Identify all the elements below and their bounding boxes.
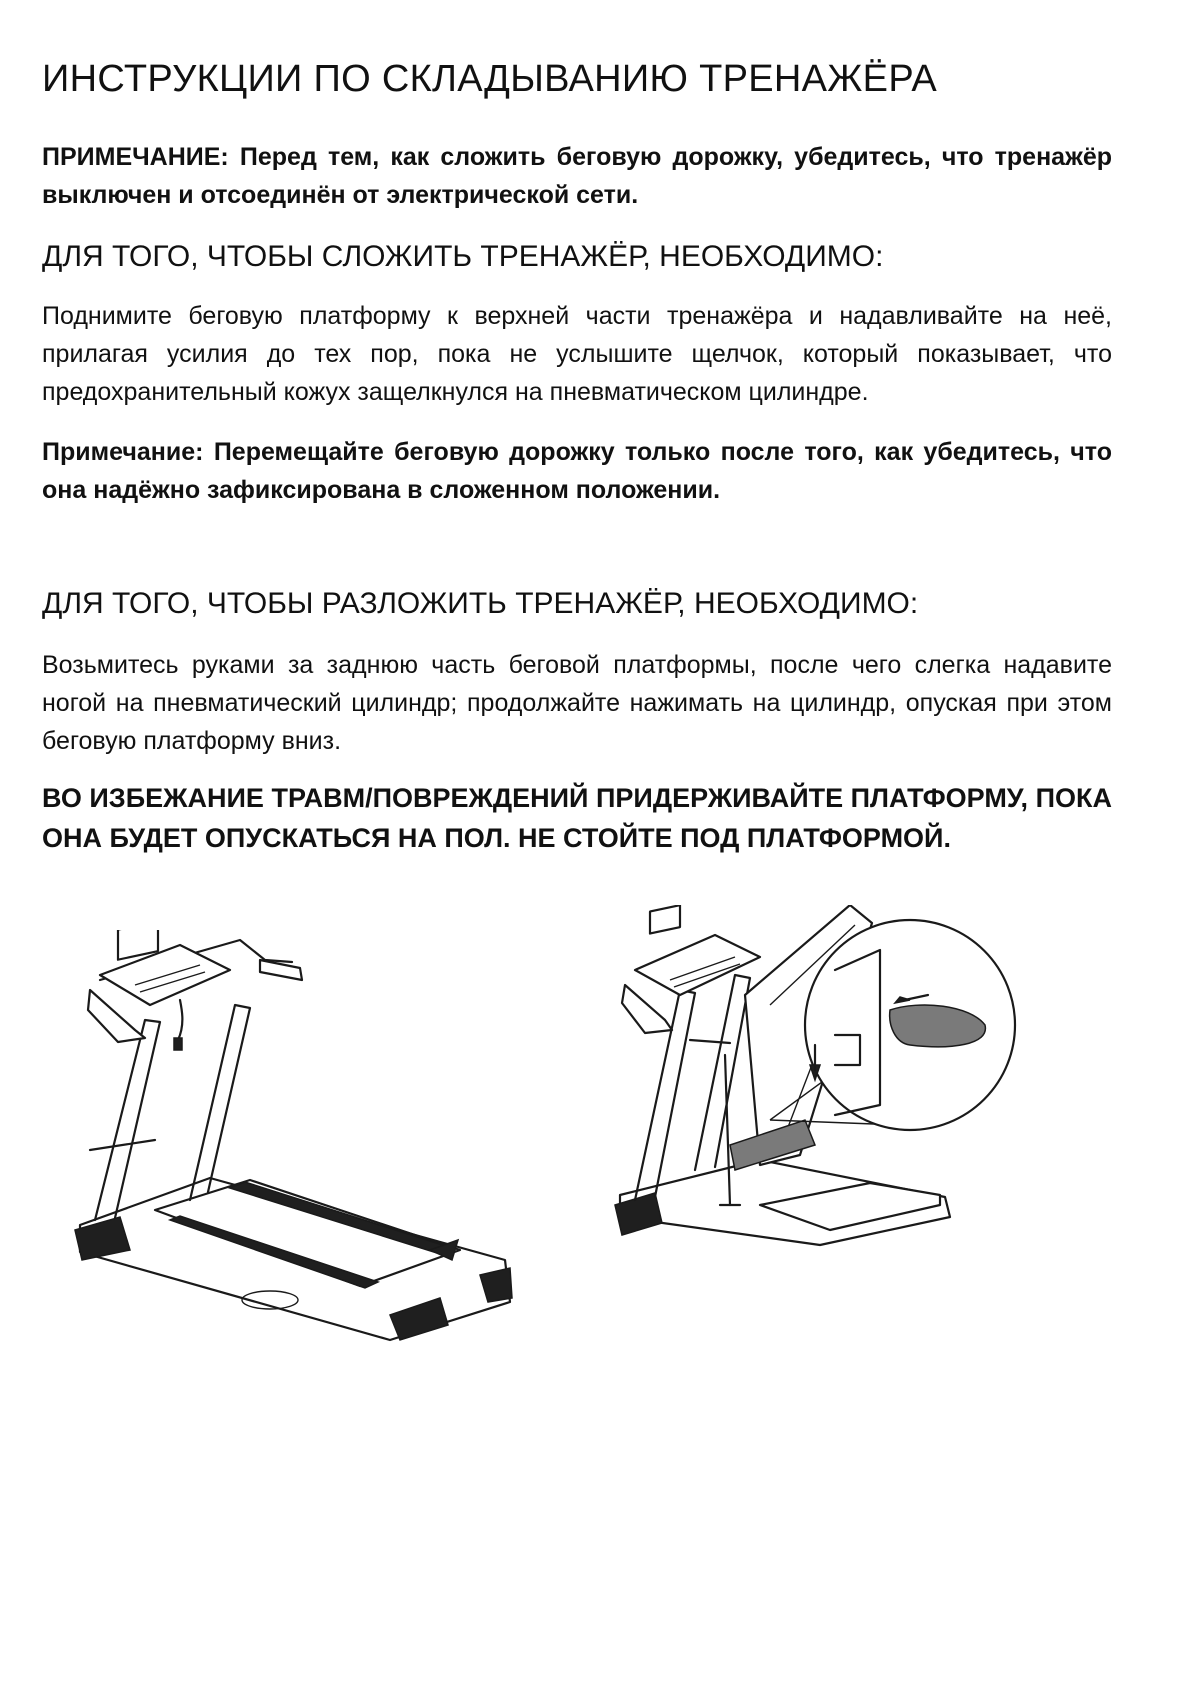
- unfold-heading: ДЛЯ ТОГО, ЧТОБЫ РАЗЛОЖИТЬ ТРЕНАЖЁР, НЕОБХОДИМО:: [42, 587, 919, 620]
- handle-side: [622, 985, 672, 1033]
- upright-right: [190, 1005, 250, 1200]
- fold-heading: ДЛЯ ТОГО, ЧТОБЫ СЛОЖИТЬ ТРЕНАЖЁР, НЕОБХОДИМО:: [42, 240, 884, 273]
- console: [635, 935, 760, 995]
- treadmill-unfolded-illustration: [60, 930, 530, 1350]
- treadmill-folded-illustration: [610, 905, 1130, 1335]
- safety-key-cord: [178, 1000, 182, 1040]
- fold-text: Поднимите беговую платформу к верхней части тренажёра и надавливайте на неё, прилагая усилия до тех пор, пока не услышите щелчок, который показывает, что предохранительный кожух защелкнулся на пневматическом цилиндре.: [42, 302, 1112, 406]
- unfold-warning: ВО ИЗБЕЖАНИЕ ТРАВМ/ПОВРЕЖДЕНИЙ ПРИДЕРЖИВАЙТЕ ПЛАТФОРМУ, ПОКА ОНА БУДЕТ ОПУСКАТЬСЯ НА ПОЛ. НЕ СТОЙТЕ ПОД ПЛАТФОРМОЙ.: [42, 783, 1112, 853]
- note-top-text: Перед тем, как сложить беговую дорожку, убедитесь, что тренажёр выключен и отсоединён от электрической сети.: [42, 143, 1112, 209]
- side-rail: [90, 1140, 155, 1150]
- note-top: [42, 138, 1112, 214]
- upright-left: [95, 1020, 160, 1220]
- page-title: ИНСТРУКЦИИ ПО СКЛАДЫВАНИЮ ТРЕНАЖЁРА: [42, 58, 938, 100]
- safety-key: [174, 1038, 182, 1050]
- note-top-label: ПРИМЕЧАНИЕ:: [42, 143, 229, 171]
- unfold-text: Возьмитесь руками за заднюю часть беговой платформы, после чего слегка надавите ногой на пневматический цилиндр; продолжайте нажимать на цилиндр, опуская при этом беговую платформу вниз.: [42, 651, 1112, 755]
- fold-note: Примечание: Перемещайте беговую дорожку только после того, как убедитесь, что она надёжно зафиксирована в сложенном положении.: [42, 438, 1112, 504]
- handle-grip: [260, 960, 302, 980]
- console-display: [650, 905, 680, 933]
- side-handle: [690, 1040, 730, 1043]
